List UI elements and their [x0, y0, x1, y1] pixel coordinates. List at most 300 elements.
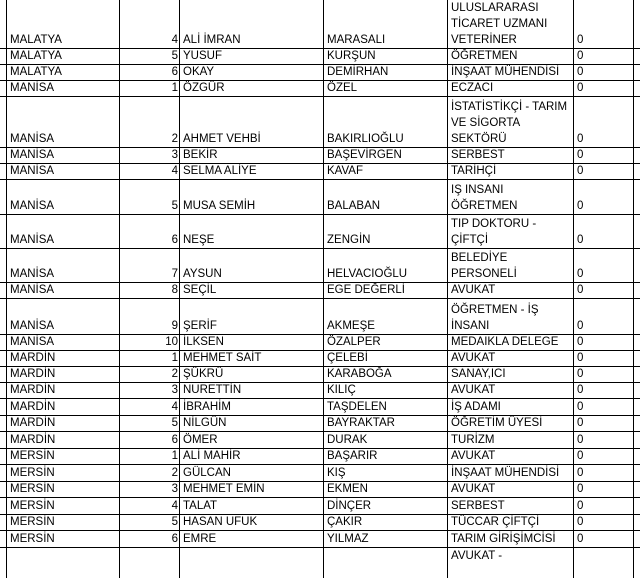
province-cell[interactable]: [6, 81, 120, 96]
occupation-text: AVUKAT: [451, 284, 496, 296]
surname-text: BAŞARIR: [327, 450, 378, 462]
value-text: 0: [577, 483, 584, 495]
list-number-cell[interactable]: [120, 449, 180, 464]
value-text: 0: [577, 368, 584, 380]
first-name-cell[interactable]: [180, 97, 324, 147]
occupation-cell[interactable]: [448, 367, 574, 382]
table-row: [0, 432, 640, 449]
occupation-cell[interactable]: [448, 0, 574, 48]
occupation-cell[interactable]: [448, 383, 574, 398]
province-text: MERSİN: [10, 483, 55, 495]
occupation-cell[interactable]: [448, 351, 574, 366]
first-name-text: SEÇİL: [183, 284, 217, 296]
first-name-cell[interactable]: [180, 416, 324, 431]
surname-text: BAKIRLIOĞLU: [327, 133, 404, 145]
occupation-cell[interactable]: [448, 432, 574, 448]
province-text: MARDİN: [10, 417, 56, 429]
occupation-text: AVUKAT: [451, 483, 496, 495]
occupation-cell[interactable]: [448, 465, 574, 481]
province-text: MERSİN: [10, 533, 55, 545]
surname-cell[interactable]: [324, 0, 448, 48]
occupation-cell[interactable]: [448, 65, 574, 80]
occupation-cell[interactable]: [448, 283, 574, 298]
list-number-text: 10: [165, 336, 178, 348]
province-cell[interactable]: [6, 482, 120, 497]
first-name-cell[interactable]: [180, 65, 324, 80]
list-number-cell[interactable]: [120, 148, 180, 163]
province-text: MARDİN: [10, 401, 56, 413]
first-name-cell[interactable]: [180, 148, 324, 163]
occupation-cell[interactable]: [448, 148, 574, 163]
surname-cell[interactable]: [324, 215, 448, 248]
list-number-cell[interactable]: [120, 498, 180, 514]
value-cell[interactable]: [574, 416, 634, 431]
surname-text: ZENGİN: [327, 234, 371, 246]
surname-text: DURAK: [327, 434, 368, 446]
occupation-text: SERBEST: [451, 500, 505, 512]
value-cell[interactable]: [574, 283, 634, 298]
first-name-cell[interactable]: [180, 383, 324, 398]
list-number-cell[interactable]: [120, 249, 180, 282]
value-cell[interactable]: [574, 548, 634, 578]
list-number-cell[interactable]: [120, 65, 180, 80]
surname-cell[interactable]: [324, 148, 448, 163]
list-number-text: 2: [171, 467, 178, 479]
province-cell[interactable]: [6, 180, 120, 214]
province-cell[interactable]: [6, 97, 120, 147]
province-cell[interactable]: [6, 351, 120, 366]
first-name-text: YUSUF: [183, 50, 222, 62]
occupation-text: VE SİGORTA SEKTÖRÜ: [451, 117, 520, 145]
occupation-cell[interactable]: [448, 249, 574, 282]
surname-cell[interactable]: [324, 97, 448, 147]
value-text: 0: [577, 149, 584, 161]
value-text: 0: [577, 533, 584, 545]
list-number-cell[interactable]: [120, 0, 180, 48]
occupation-text: ECZACI: [451, 82, 494, 94]
first-name-cell[interactable]: [180, 367, 324, 382]
table-row: [0, 399, 640, 416]
table-row: [0, 164, 640, 180]
list-number-text: 7: [171, 268, 178, 280]
list-number-cell[interactable]: [120, 465, 180, 481]
surname-cell[interactable]: [324, 531, 448, 547]
first-name-cell[interactable]: [180, 164, 324, 179]
province-cell[interactable]: [6, 283, 120, 298]
province-cell[interactable]: [6, 367, 120, 382]
province-cell[interactable]: [6, 49, 120, 64]
surname-cell[interactable]: [324, 548, 448, 578]
surname-cell[interactable]: [324, 449, 448, 464]
occupation-cell[interactable]: [448, 335, 574, 350]
surname-text: BALABAN: [327, 200, 381, 212]
value-text: 0: [577, 417, 584, 429]
surname-text: HELVACIOĞLU: [327, 268, 408, 280]
surname-text: EGE DEĞERLİ: [327, 284, 405, 296]
first-name-text: GÜLCAN: [183, 467, 231, 479]
province-cell[interactable]: [6, 531, 120, 547]
value-cell[interactable]: [574, 180, 634, 214]
province-text: MANİSA: [10, 133, 55, 145]
occupation-text: İŞ ADAMI: [451, 401, 501, 413]
occupation-cell[interactable]: [448, 482, 574, 497]
list-number-cell[interactable]: [120, 383, 180, 398]
occupation-cell[interactable]: [448, 548, 574, 578]
surname-text: KAVAF: [327, 165, 363, 177]
occupation-cell[interactable]: [448, 531, 574, 547]
list-number-text: 4: [171, 165, 178, 177]
value-cell[interactable]: [574, 498, 634, 514]
province-cell[interactable]: [6, 148, 120, 163]
table-row: [0, 482, 640, 498]
surname-cell[interactable]: [324, 49, 448, 64]
value-text: 0: [577, 352, 584, 364]
province-text: MARDİN: [10, 368, 56, 380]
first-name-text: SELMA ALİYE: [183, 165, 257, 177]
province-cell[interactable]: [6, 215, 120, 248]
surname-cell[interactable]: [324, 432, 448, 448]
value-text: 0: [577, 500, 584, 512]
surname-cell[interactable]: [324, 416, 448, 431]
province-text: MANİSA: [10, 149, 55, 161]
value-cell[interactable]: [574, 49, 634, 64]
first-name-cell[interactable]: [180, 432, 324, 448]
surname-text: KIŞ: [327, 467, 346, 479]
first-name-cell[interactable]: [180, 249, 324, 282]
first-name-text: ALİ İMRAN: [183, 34, 241, 46]
value-text: 0: [577, 234, 584, 246]
value-cell[interactable]: [574, 449, 634, 464]
surname-cell[interactable]: [324, 299, 448, 334]
province-text: MARDİN: [10, 352, 56, 364]
table-row: [0, 498, 640, 515]
value-cell[interactable]: [574, 531, 634, 547]
table-row: [0, 180, 640, 215]
surname-cell[interactable]: [324, 465, 448, 481]
table-row: [0, 81, 640, 97]
list-number-text: 6: [171, 434, 178, 446]
surname-text: AKMEŞE: [327, 320, 375, 332]
value-cell[interactable]: [574, 164, 634, 179]
list-number-cell[interactable]: [120, 283, 180, 298]
first-name-text: ÖMER: [183, 434, 218, 446]
province-text: MANİSA: [10, 165, 55, 177]
occupation-text: İNSANI: [451, 320, 490, 332]
list-number-cell[interactable]: [120, 351, 180, 366]
list-number-cell[interactable]: [120, 49, 180, 64]
list-number-cell[interactable]: [120, 515, 180, 530]
first-name-cell[interactable]: [180, 482, 324, 497]
province-cell[interactable]: [6, 498, 120, 514]
surname-cell[interactable]: [324, 498, 448, 514]
first-name-text: OKAY: [183, 66, 215, 78]
first-name-text: HASAN UFUK: [183, 516, 258, 528]
list-number-text: 3: [171, 384, 178, 396]
province-cell[interactable]: [6, 432, 120, 448]
list-number-cell[interactable]: [120, 482, 180, 497]
occupation-text: MEDAIKLA DELEGE: [451, 336, 559, 348]
province-text: MERSİN: [10, 450, 55, 462]
value-text: 0: [577, 467, 584, 479]
list-number-text: 5: [171, 50, 178, 62]
occupation-cell[interactable]: [448, 180, 574, 214]
table-row: [0, 215, 640, 249]
list-number-text: 5: [171, 417, 178, 429]
list-number-text: 6: [171, 533, 178, 545]
value-cell[interactable]: [574, 432, 634, 448]
first-name-text: NEŞE: [183, 234, 215, 246]
surname-text: DEMİRHAN: [327, 66, 389, 78]
province-text: MERSİN: [10, 467, 55, 479]
first-name-text: ÖZGÜR: [183, 82, 225, 94]
table-row: [0, 515, 640, 531]
surname-text: TAŞDELEN: [327, 401, 387, 413]
value-cell[interactable]: [574, 81, 634, 96]
province-cell[interactable]: [6, 299, 120, 334]
occupation-cell[interactable]: [448, 515, 574, 530]
table-row: [0, 465, 640, 482]
occupation-cell[interactable]: [448, 97, 574, 147]
list-number-text: 2: [171, 133, 178, 145]
surname-cell[interactable]: [324, 65, 448, 80]
first-name-cell[interactable]: [180, 283, 324, 298]
surname-text: KURŞUN: [327, 50, 376, 62]
list-number-text: 9: [171, 320, 178, 332]
value-text: 0: [577, 200, 584, 212]
first-name-cell[interactable]: [180, 49, 324, 64]
list-number-cell[interactable]: [120, 164, 180, 179]
surname-text: ÖZALPER: [327, 336, 381, 348]
value-text: 0: [577, 384, 584, 396]
province-cell[interactable]: [6, 164, 120, 179]
province-cell[interactable]: [6, 335, 120, 350]
surname-cell[interactable]: [324, 180, 448, 214]
province-text: MERSİN: [10, 516, 55, 528]
value-cell[interactable]: [574, 515, 634, 530]
value-cell[interactable]: [574, 351, 634, 366]
province-text: MANİSA: [10, 320, 55, 332]
surname-text: YILMAZ: [327, 533, 369, 545]
list-number-text: 5: [171, 516, 178, 528]
surname-cell[interactable]: [324, 335, 448, 350]
value-cell[interactable]: [574, 148, 634, 163]
occupation-text: ÖĞRETMEN: [451, 50, 518, 62]
first-name-text: AHMET VEHBİ: [183, 133, 261, 145]
province-cell[interactable]: [6, 515, 120, 530]
occupation-cell[interactable]: [448, 49, 574, 64]
surname-text: ÇELEBİ: [327, 352, 368, 364]
first-name-cell[interactable]: [180, 299, 324, 334]
surname-cell[interactable]: [324, 482, 448, 497]
occupation-text: AVUKAT: [451, 384, 496, 396]
surname-text: ÖZEL: [327, 82, 358, 94]
table-row: [0, 416, 640, 432]
occupation-text: TIP DOKTORU - ÇİFTÇİ: [451, 218, 537, 246]
value-text: 0: [577, 34, 584, 46]
first-name-cell[interactable]: [180, 351, 324, 366]
first-name-cell[interactable]: [180, 215, 324, 248]
first-name-cell[interactable]: [180, 180, 324, 214]
list-number-cell[interactable]: [120, 299, 180, 334]
list-number-text: 8: [171, 284, 178, 296]
table-row: [0, 449, 640, 465]
surname-cell[interactable]: [324, 249, 448, 282]
value-text: 0: [577, 434, 584, 446]
occupation-text: AVUKAT -: [451, 550, 503, 562]
province-text: MERSİN: [10, 500, 55, 512]
surname-cell[interactable]: [324, 164, 448, 179]
list-number-cell[interactable]: [120, 367, 180, 382]
surname-cell[interactable]: [324, 81, 448, 96]
table-row: [0, 383, 640, 399]
occupation-text: IŞ INSANI ÖĞRETMEN: [451, 184, 518, 212]
province-cell[interactable]: [6, 383, 120, 398]
province-cell[interactable]: [6, 0, 120, 48]
list-number-text: 4: [171, 34, 178, 46]
list-number-text: 1: [171, 352, 178, 364]
occupation-text: TÜCCAR ÇİFTÇİ: [451, 516, 540, 528]
value-text: 0: [577, 268, 584, 280]
occupation-cell[interactable]: [448, 498, 574, 514]
province-text: MALATYA: [10, 50, 62, 62]
value-text: 0: [577, 450, 584, 462]
value-cell[interactable]: [574, 383, 634, 398]
occupation-text: TURİZM: [451, 434, 495, 446]
occupation-cell[interactable]: [448, 416, 574, 431]
occupation-cell[interactable]: [448, 399, 574, 415]
value-cell[interactable]: [574, 299, 634, 334]
first-name-text: AYSUN: [183, 268, 222, 280]
province-cell[interactable]: [6, 65, 120, 80]
first-name-text: NİLGÜN: [183, 417, 227, 429]
list-number-cell[interactable]: [120, 399, 180, 415]
value-text: 0: [577, 82, 584, 94]
list-number-text: 6: [171, 234, 178, 246]
list-number-cell[interactable]: [120, 335, 180, 350]
table-row: [0, 148, 640, 164]
province-cell[interactable]: [6, 548, 120, 578]
value-cell[interactable]: [574, 65, 634, 80]
first-name-cell[interactable]: [180, 399, 324, 415]
list-number-text: 2: [171, 368, 178, 380]
list-number-text: 3: [171, 149, 178, 161]
value-cell[interactable]: [574, 215, 634, 248]
table-row: [0, 548, 640, 578]
first-name-cell[interactable]: [180, 548, 324, 578]
list-number-cell[interactable]: [120, 548, 180, 578]
surname-cell[interactable]: [324, 399, 448, 415]
occupation-text: İSTATİSTİKÇİ - TARIM: [451, 101, 568, 113]
first-name-text: EMRE: [183, 533, 217, 545]
occupation-text: İNŞAAT MÜHENDİSİ: [451, 467, 560, 479]
first-name-text: NURETTİN: [183, 384, 242, 396]
first-name-text: ALİ MAHİR: [183, 450, 241, 462]
value-cell[interactable]: [574, 335, 634, 350]
occupation-cell[interactable]: [448, 215, 574, 248]
occupation-text: ÖĞRETMEN - İŞ: [451, 304, 539, 316]
province-cell[interactable]: [6, 399, 120, 415]
province-text: MALATYA: [10, 34, 62, 46]
province-cell[interactable]: [6, 249, 120, 282]
list-number-cell[interactable]: [120, 180, 180, 214]
list-number-text: 3: [171, 483, 178, 495]
value-cell[interactable]: [574, 0, 634, 48]
province-text: MALATYA: [10, 66, 62, 78]
surname-cell[interactable]: [324, 515, 448, 530]
value-cell[interactable]: [574, 367, 634, 382]
province-cell[interactable]: [6, 465, 120, 481]
surname-cell[interactable]: [324, 383, 448, 398]
occupation-cell[interactable]: [448, 449, 574, 464]
first-name-text: TALAT: [183, 500, 218, 512]
table-row: [0, 249, 640, 283]
first-name-text: ŞERİF: [183, 320, 217, 332]
table-row: [0, 65, 640, 81]
province-text: MANİSA: [10, 268, 55, 280]
surname-cell[interactable]: [324, 351, 448, 366]
value-cell[interactable]: [574, 465, 634, 481]
surname-text: BAŞEVİRGEN: [327, 149, 402, 161]
first-name-cell[interactable]: [180, 531, 324, 547]
value-cell[interactable]: [574, 399, 634, 415]
list-number-cell[interactable]: [120, 416, 180, 431]
table-row: [0, 351, 640, 367]
list-number-cell[interactable]: [120, 531, 180, 547]
province-cell[interactable]: [6, 449, 120, 464]
first-name-cell[interactable]: [180, 449, 324, 464]
first-name-cell[interactable]: [180, 81, 324, 96]
surname-text: MARASALI: [327, 34, 386, 46]
value-text: 0: [577, 401, 584, 413]
value-cell[interactable]: [574, 249, 634, 282]
occupation-text: İNŞAAT MÜHENDİSİ: [451, 66, 560, 78]
surname-cell[interactable]: [324, 283, 448, 298]
first-name-cell[interactable]: [180, 498, 324, 514]
occupation-cell[interactable]: [448, 81, 574, 96]
value-text: 0: [577, 336, 584, 348]
occupation-text: TARİHÇİ: [451, 165, 497, 177]
list-number-cell[interactable]: [120, 432, 180, 448]
table-row: [0, 0, 640, 49]
first-name-cell[interactable]: [180, 465, 324, 481]
occupation-text: VETERİNER: [451, 34, 517, 46]
list-number-cell[interactable]: [120, 215, 180, 248]
occupation-cell[interactable]: [448, 164, 574, 179]
province-text: MARDİN: [10, 384, 56, 396]
first-name-cell[interactable]: [180, 335, 324, 350]
value-text: 0: [577, 165, 584, 177]
list-number-text: 1: [171, 82, 178, 94]
surname-cell[interactable]: [324, 367, 448, 382]
list-number-cell[interactable]: [120, 81, 180, 96]
province-cell[interactable]: [6, 416, 120, 431]
surname-text: BAYRAKTAR: [327, 417, 395, 429]
province-text: MANİSA: [10, 82, 55, 94]
province-text: MARDİN: [10, 434, 56, 446]
list-number-text: 6: [171, 66, 178, 78]
value-cell[interactable]: [574, 482, 634, 497]
list-number-text: 1: [171, 450, 178, 462]
value-text: 0: [577, 66, 584, 78]
table-row: [0, 299, 640, 335]
table-row: [0, 531, 640, 548]
value-cell[interactable]: [574, 97, 634, 147]
list-number-cell[interactable]: [120, 97, 180, 147]
first-name-cell[interactable]: [180, 515, 324, 530]
occupation-cell[interactable]: [448, 299, 574, 334]
surname-text: KARABOĞA: [327, 368, 392, 380]
first-name-cell[interactable]: [180, 0, 324, 48]
